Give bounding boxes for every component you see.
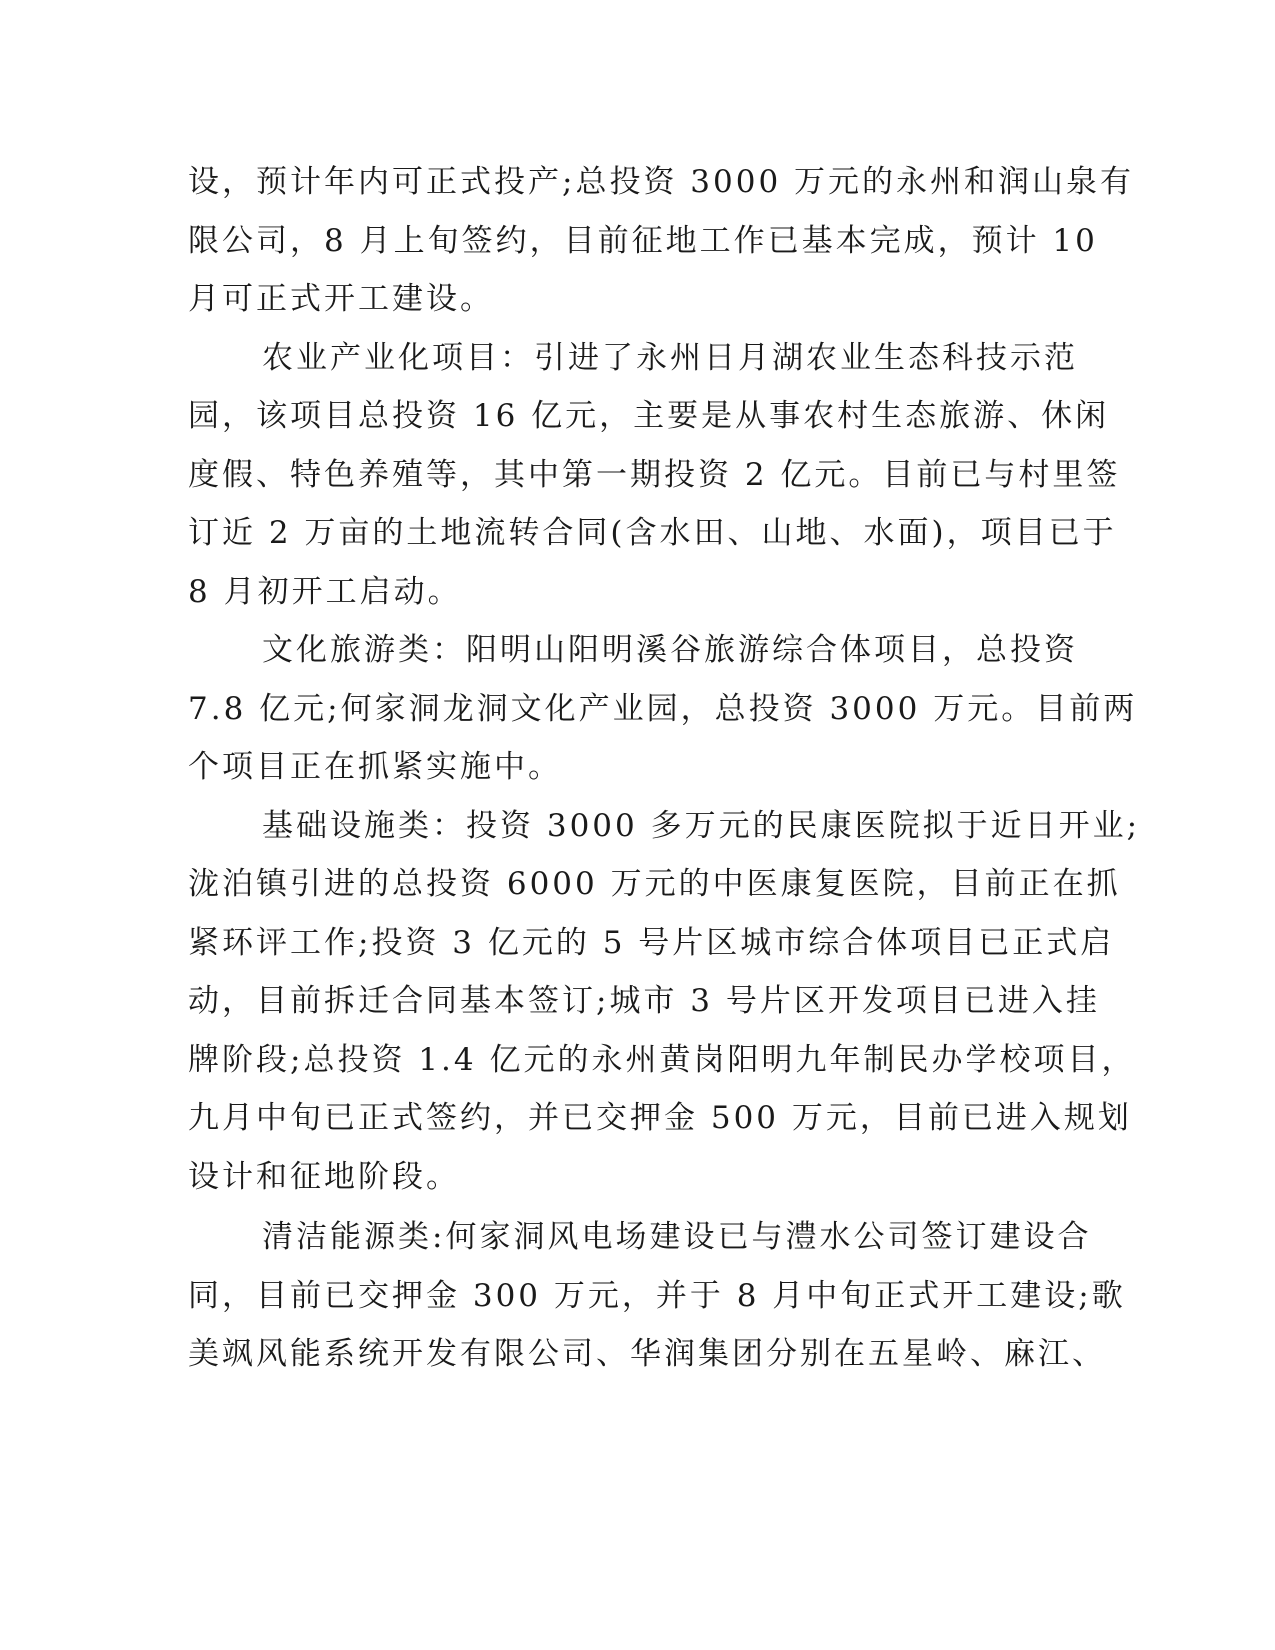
text-line: 同，目前已交押金 300 万元，并于 8 月中旬正式开工建设;歌 xyxy=(188,1278,1126,1314)
paragraph-start-line: 农业产业化项目：引进了永州日月湖农业生态科技示范 xyxy=(262,340,1078,376)
text-line: 7.8 亿元;何家洞龙洞文化产业园，总投资 3000 万元。目前两 xyxy=(188,691,1138,727)
text-line: 度假、特色养殖等，其中第一期投资 2 亿元。目前已与村里签 xyxy=(188,457,1121,493)
text-line: 月可正式开工建设。 xyxy=(188,281,494,317)
text-line: 限公司，8 月上旬签约，目前征地工作已基本完成，预计 10 xyxy=(188,223,1098,259)
text-line: 九月中旬已正式签约，并已交押金 500 万元，目前已进入规划 xyxy=(188,1100,1132,1136)
text-line: 个项目正在抓紧实施中。 xyxy=(188,749,562,785)
text-line: 8 月初开工启动。 xyxy=(188,574,462,610)
text-line: 动，目前拆迁合同基本签订;城市 3 号片区开发项目已进入挂 xyxy=(188,983,1100,1019)
paragraph-start-line: 文化旅游类：阳明山阳明溪谷旅游综合体项目，总投资 xyxy=(262,632,1078,668)
text-line: 牌阶段;总投资 1.4 亿元的永州黄岗阳明九年制民办学校项目， xyxy=(188,1042,1136,1078)
text-line: 泷泊镇引进的总投资 6000 万元的中医康复医院，目前正在抓 xyxy=(188,866,1121,902)
text-line: 设，预计年内可正式投产;总投资 3000 万元的永州和润山泉有 xyxy=(188,164,1135,200)
text-line: 园，该项目总投资 16 亿元，主要是从事农村生态旅游、休闲 xyxy=(188,398,1110,434)
paragraph-start-line: 清洁能源类:何家洞风电场建设已与澧水公司签订建设合 xyxy=(262,1219,1092,1255)
text-line: 美飒风能系统开发有限公司、华润集团分别在五星岭、麻江、 xyxy=(188,1336,1106,1372)
text-line: 订近 2 万亩的土地流转合同(含水田、山地、水面)，项目已于 xyxy=(188,515,1117,551)
text-line: 紧环评工作;投资 3 亿元的 5 号片区城市综合体项目已正式启 xyxy=(188,925,1115,961)
text-line: 设计和征地阶段。 xyxy=(188,1159,460,1195)
paragraph-start-line: 基础设施类：投资 3000 多万元的民康医院拟于近日开业; xyxy=(262,808,1141,844)
